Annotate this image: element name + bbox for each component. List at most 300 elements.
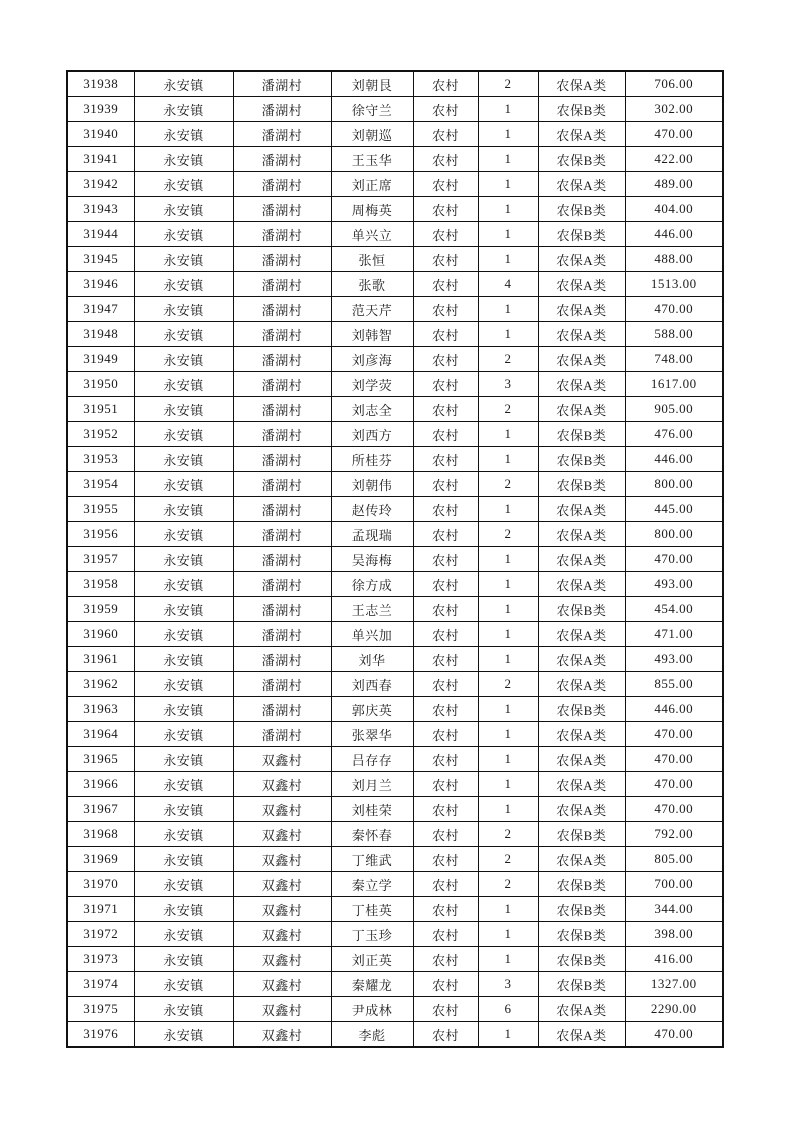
cell-village: 双鑫村 bbox=[233, 997, 331, 1022]
cell-amount: 855.00 bbox=[625, 672, 723, 697]
cell-village: 潘湖村 bbox=[233, 322, 331, 347]
cell-town: 永安镇 bbox=[134, 197, 233, 222]
cell-residence-type: 农村 bbox=[413, 672, 478, 697]
cell-town: 永安镇 bbox=[134, 997, 233, 1022]
cell-town: 永安镇 bbox=[134, 472, 233, 497]
cell-town: 永安镇 bbox=[134, 547, 233, 572]
cell-amount: 470.00 bbox=[625, 722, 723, 747]
cell-person-count: 1 bbox=[478, 497, 538, 522]
cell-village: 潘湖村 bbox=[233, 697, 331, 722]
cell-person-name: 周梅英 bbox=[331, 197, 413, 222]
cell-amount: 700.00 bbox=[625, 872, 723, 897]
table-row bbox=[67, 897, 723, 922]
cell-record-id: 31968 bbox=[67, 822, 134, 847]
cell-amount: 800.00 bbox=[625, 522, 723, 547]
cell-residence-type: 农村 bbox=[413, 422, 478, 447]
cell-person-name: 刘桂荣 bbox=[331, 797, 413, 822]
table-row bbox=[67, 497, 723, 522]
cell-village: 双鑫村 bbox=[233, 1022, 331, 1048]
cell-person-name: 丁维武 bbox=[331, 847, 413, 872]
cell-residence-type: 农村 bbox=[413, 972, 478, 997]
cell-amount: 470.00 bbox=[625, 772, 723, 797]
table-row bbox=[67, 397, 723, 422]
cell-person-count: 1 bbox=[478, 247, 538, 272]
cell-town: 永安镇 bbox=[134, 222, 233, 247]
cell-amount: 1327.00 bbox=[625, 972, 723, 997]
cell-record-id: 31959 bbox=[67, 597, 134, 622]
cell-amount: 404.00 bbox=[625, 197, 723, 222]
cell-record-id: 31941 bbox=[67, 147, 134, 172]
cell-insurance-class: 农保B类 bbox=[538, 872, 625, 897]
cell-village: 潘湖村 bbox=[233, 622, 331, 647]
cell-village: 双鑫村 bbox=[233, 847, 331, 872]
table-row bbox=[67, 297, 723, 322]
cell-town: 永安镇 bbox=[134, 797, 233, 822]
cell-record-id: 31938 bbox=[67, 71, 134, 97]
cell-person-name: 所桂芬 bbox=[331, 447, 413, 472]
table-row bbox=[67, 672, 723, 697]
cell-person-name: 刘月兰 bbox=[331, 772, 413, 797]
cell-person-name: 李彪 bbox=[331, 1022, 413, 1048]
cell-town: 永安镇 bbox=[134, 322, 233, 347]
cell-village: 潘湖村 bbox=[233, 222, 331, 247]
table-row bbox=[67, 122, 723, 147]
cell-residence-type: 农村 bbox=[413, 947, 478, 972]
table-row bbox=[67, 547, 723, 572]
cell-town: 永安镇 bbox=[134, 522, 233, 547]
cell-residence-type: 农村 bbox=[413, 597, 478, 622]
table-row bbox=[67, 372, 723, 397]
cell-record-id: 31952 bbox=[67, 422, 134, 447]
cell-insurance-class: 农保B类 bbox=[538, 972, 625, 997]
cell-town: 永安镇 bbox=[134, 247, 233, 272]
table-row bbox=[67, 71, 723, 97]
cell-amount: 2290.00 bbox=[625, 997, 723, 1022]
cell-residence-type: 农村 bbox=[413, 297, 478, 322]
cell-town: 永安镇 bbox=[134, 972, 233, 997]
cell-village: 潘湖村 bbox=[233, 522, 331, 547]
table-row bbox=[67, 597, 723, 622]
table-row bbox=[67, 97, 723, 122]
table-row bbox=[67, 222, 723, 247]
cell-insurance-class: 农保B类 bbox=[538, 97, 625, 122]
cell-residence-type: 农村 bbox=[413, 71, 478, 97]
cell-village: 潘湖村 bbox=[233, 497, 331, 522]
cell-amount: 470.00 bbox=[625, 122, 723, 147]
cell-amount: 470.00 bbox=[625, 547, 723, 572]
cell-residence-type: 农村 bbox=[413, 197, 478, 222]
cell-insurance-class: 农保A类 bbox=[538, 247, 625, 272]
cell-person-count: 6 bbox=[478, 997, 538, 1022]
table-row bbox=[67, 247, 723, 272]
table-row bbox=[67, 147, 723, 172]
cell-residence-type: 农村 bbox=[413, 222, 478, 247]
cell-person-name: 徐方成 bbox=[331, 572, 413, 597]
cell-insurance-class: 农保A类 bbox=[538, 572, 625, 597]
cell-residence-type: 农村 bbox=[413, 322, 478, 347]
cell-person-count: 1 bbox=[478, 547, 538, 572]
cell-amount: 446.00 bbox=[625, 447, 723, 472]
cell-amount: 416.00 bbox=[625, 947, 723, 972]
cell-amount: 805.00 bbox=[625, 847, 723, 872]
cell-person-count: 2 bbox=[478, 472, 538, 497]
cell-record-id: 31950 bbox=[67, 372, 134, 397]
cell-person-count: 2 bbox=[478, 847, 538, 872]
cell-town: 永安镇 bbox=[134, 347, 233, 372]
cell-person-name: 张翠华 bbox=[331, 722, 413, 747]
cell-insurance-class: 农保A类 bbox=[538, 547, 625, 572]
cell-record-id: 31967 bbox=[67, 797, 134, 822]
cell-record-id: 31970 bbox=[67, 872, 134, 897]
cell-residence-type: 农村 bbox=[413, 647, 478, 672]
cell-person-count: 4 bbox=[478, 272, 538, 297]
cell-village: 潘湖村 bbox=[233, 147, 331, 172]
cell-insurance-class: 农保A类 bbox=[538, 272, 625, 297]
cell-person-name: 刘学荧 bbox=[331, 372, 413, 397]
cell-insurance-class: 农保A类 bbox=[538, 1022, 625, 1048]
cell-person-count: 1 bbox=[478, 222, 538, 247]
cell-person-name: 吕存存 bbox=[331, 747, 413, 772]
cell-person-name: 丁桂英 bbox=[331, 897, 413, 922]
cell-record-id: 31971 bbox=[67, 897, 134, 922]
cell-residence-type: 农村 bbox=[413, 1022, 478, 1048]
cell-insurance-class: 农保A类 bbox=[538, 672, 625, 697]
cell-person-count: 1 bbox=[478, 297, 538, 322]
cell-person-count: 1 bbox=[478, 422, 538, 447]
cell-person-name: 刘西方 bbox=[331, 422, 413, 447]
cell-amount: 446.00 bbox=[625, 697, 723, 722]
cell-insurance-class: 农保A类 bbox=[538, 322, 625, 347]
cell-residence-type: 农村 bbox=[413, 147, 478, 172]
cell-insurance-class: 农保A类 bbox=[538, 997, 625, 1022]
cell-person-name: 张歌 bbox=[331, 272, 413, 297]
cell-town: 永安镇 bbox=[134, 772, 233, 797]
cell-person-name: 刘朝艮 bbox=[331, 71, 413, 97]
cell-person-count: 1 bbox=[478, 722, 538, 747]
cell-town: 永安镇 bbox=[134, 372, 233, 397]
table-row bbox=[67, 722, 723, 747]
cell-record-id: 31972 bbox=[67, 922, 134, 947]
cell-residence-type: 农村 bbox=[413, 247, 478, 272]
cell-insurance-class: 农保B类 bbox=[538, 472, 625, 497]
pension-roster-table bbox=[66, 70, 724, 1048]
cell-insurance-class: 农保A类 bbox=[538, 347, 625, 372]
table-row bbox=[67, 797, 723, 822]
cell-person-name: 丁玉珍 bbox=[331, 922, 413, 947]
cell-person-name: 徐守兰 bbox=[331, 97, 413, 122]
cell-record-id: 31975 bbox=[67, 997, 134, 1022]
cell-village: 潘湖村 bbox=[233, 197, 331, 222]
cell-person-count: 1 bbox=[478, 697, 538, 722]
cell-town: 永安镇 bbox=[134, 597, 233, 622]
cell-person-name: 范天芹 bbox=[331, 297, 413, 322]
cell-insurance-class: 农保A类 bbox=[538, 622, 625, 647]
cell-town: 永安镇 bbox=[134, 822, 233, 847]
cell-insurance-class: 农保B类 bbox=[538, 922, 625, 947]
table-row bbox=[67, 172, 723, 197]
cell-village: 潘湖村 bbox=[233, 71, 331, 97]
cell-village: 潘湖村 bbox=[233, 547, 331, 572]
cell-amount: 344.00 bbox=[625, 897, 723, 922]
cell-insurance-class: 农保B类 bbox=[538, 822, 625, 847]
cell-town: 永安镇 bbox=[134, 922, 233, 947]
cell-residence-type: 农村 bbox=[413, 922, 478, 947]
cell-person-name: 刘正英 bbox=[331, 947, 413, 972]
cell-amount: 706.00 bbox=[625, 71, 723, 97]
cell-record-id: 31966 bbox=[67, 772, 134, 797]
table-row bbox=[67, 347, 723, 372]
cell-residence-type: 农村 bbox=[413, 272, 478, 297]
cell-person-count: 1 bbox=[478, 622, 538, 647]
cell-residence-type: 农村 bbox=[413, 847, 478, 872]
cell-person-name: 王志兰 bbox=[331, 597, 413, 622]
cell-record-id: 31946 bbox=[67, 272, 134, 297]
cell-insurance-class: 农保A类 bbox=[538, 372, 625, 397]
cell-residence-type: 农村 bbox=[413, 122, 478, 147]
cell-person-name: 张恒 bbox=[331, 247, 413, 272]
cell-person-name: 刘正席 bbox=[331, 172, 413, 197]
cell-record-id: 31964 bbox=[67, 722, 134, 747]
cell-insurance-class: 农保A类 bbox=[538, 522, 625, 547]
cell-residence-type: 农村 bbox=[413, 747, 478, 772]
cell-person-name: 刘西春 bbox=[331, 672, 413, 697]
cell-person-name: 秦怀春 bbox=[331, 822, 413, 847]
cell-insurance-class: 农保A类 bbox=[538, 647, 625, 672]
cell-amount: 446.00 bbox=[625, 222, 723, 247]
cell-town: 永安镇 bbox=[134, 572, 233, 597]
cell-insurance-class: 农保B类 bbox=[538, 947, 625, 972]
cell-village: 潘湖村 bbox=[233, 272, 331, 297]
cell-insurance-class: 农保A类 bbox=[538, 397, 625, 422]
cell-residence-type: 农村 bbox=[413, 397, 478, 422]
cell-residence-type: 农村 bbox=[413, 97, 478, 122]
cell-village: 潘湖村 bbox=[233, 372, 331, 397]
cell-residence-type: 农村 bbox=[413, 372, 478, 397]
cell-record-id: 31951 bbox=[67, 397, 134, 422]
cell-residence-type: 农村 bbox=[413, 547, 478, 572]
cell-person-count: 1 bbox=[478, 97, 538, 122]
cell-residence-type: 农村 bbox=[413, 622, 478, 647]
table-row bbox=[67, 822, 723, 847]
cell-residence-type: 农村 bbox=[413, 522, 478, 547]
cell-amount: 398.00 bbox=[625, 922, 723, 947]
cell-person-name: 刘彦海 bbox=[331, 347, 413, 372]
cell-insurance-class: 农保B类 bbox=[538, 147, 625, 172]
cell-village: 潘湖村 bbox=[233, 122, 331, 147]
cell-town: 永安镇 bbox=[134, 722, 233, 747]
cell-person-name: 单兴立 bbox=[331, 222, 413, 247]
table-row bbox=[67, 472, 723, 497]
cell-insurance-class: 农保A类 bbox=[538, 747, 625, 772]
cell-amount: 800.00 bbox=[625, 472, 723, 497]
cell-residence-type: 农村 bbox=[413, 872, 478, 897]
cell-town: 永安镇 bbox=[134, 447, 233, 472]
cell-record-id: 31943 bbox=[67, 197, 134, 222]
cell-person-name: 秦耀龙 bbox=[331, 972, 413, 997]
cell-insurance-class: 农保B类 bbox=[538, 597, 625, 622]
cell-village: 潘湖村 bbox=[233, 297, 331, 322]
cell-town: 永安镇 bbox=[134, 147, 233, 172]
cell-village: 双鑫村 bbox=[233, 972, 331, 997]
cell-amount: 493.00 bbox=[625, 647, 723, 672]
cell-residence-type: 农村 bbox=[413, 472, 478, 497]
cell-person-count: 2 bbox=[478, 397, 538, 422]
cell-person-count: 3 bbox=[478, 372, 538, 397]
cell-record-id: 31958 bbox=[67, 572, 134, 597]
cell-town: 永安镇 bbox=[134, 497, 233, 522]
cell-village: 潘湖村 bbox=[233, 172, 331, 197]
cell-insurance-class: 农保A类 bbox=[538, 772, 625, 797]
cell-person-count: 1 bbox=[478, 172, 538, 197]
cell-town: 永安镇 bbox=[134, 622, 233, 647]
cell-person-name: 吴海梅 bbox=[331, 547, 413, 572]
cell-town: 永安镇 bbox=[134, 71, 233, 97]
cell-record-id: 31945 bbox=[67, 247, 134, 272]
cell-village: 潘湖村 bbox=[233, 647, 331, 672]
cell-person-count: 1 bbox=[478, 897, 538, 922]
cell-residence-type: 农村 bbox=[413, 897, 478, 922]
cell-residence-type: 农村 bbox=[413, 772, 478, 797]
table-row bbox=[67, 622, 723, 647]
cell-person-name: 刘志全 bbox=[331, 397, 413, 422]
cell-amount: 1513.00 bbox=[625, 272, 723, 297]
cell-insurance-class: 农保B类 bbox=[538, 447, 625, 472]
cell-village: 双鑫村 bbox=[233, 772, 331, 797]
cell-amount: 302.00 bbox=[625, 97, 723, 122]
cell-record-id: 31969 bbox=[67, 847, 134, 872]
cell-person-count: 1 bbox=[478, 747, 538, 772]
cell-town: 永安镇 bbox=[134, 272, 233, 297]
cell-town: 永安镇 bbox=[134, 297, 233, 322]
cell-record-id: 31949 bbox=[67, 347, 134, 372]
cell-person-name: 单兴加 bbox=[331, 622, 413, 647]
cell-person-count: 1 bbox=[478, 772, 538, 797]
cell-residence-type: 农村 bbox=[413, 722, 478, 747]
cell-residence-type: 农村 bbox=[413, 447, 478, 472]
cell-residence-type: 农村 bbox=[413, 572, 478, 597]
cell-village: 潘湖村 bbox=[233, 397, 331, 422]
table-row bbox=[67, 772, 723, 797]
cell-record-id: 31948 bbox=[67, 322, 134, 347]
cell-village: 潘湖村 bbox=[233, 97, 331, 122]
cell-amount: 588.00 bbox=[625, 322, 723, 347]
cell-residence-type: 农村 bbox=[413, 497, 478, 522]
cell-record-id: 31961 bbox=[67, 647, 134, 672]
cell-record-id: 31947 bbox=[67, 297, 134, 322]
cell-residence-type: 农村 bbox=[413, 997, 478, 1022]
cell-village: 潘湖村 bbox=[233, 447, 331, 472]
cell-person-count: 2 bbox=[478, 822, 538, 847]
cell-person-count: 1 bbox=[478, 447, 538, 472]
cell-record-id: 31953 bbox=[67, 447, 134, 472]
cell-insurance-class: 农保B类 bbox=[538, 197, 625, 222]
cell-person-name: 刘朝伟 bbox=[331, 472, 413, 497]
cell-person-count: 1 bbox=[478, 322, 538, 347]
cell-person-name: 孟现瑞 bbox=[331, 522, 413, 547]
cell-village: 潘湖村 bbox=[233, 672, 331, 697]
table-row bbox=[67, 572, 723, 597]
cell-village: 潘湖村 bbox=[233, 572, 331, 597]
cell-record-id: 31963 bbox=[67, 697, 134, 722]
cell-person-count: 1 bbox=[478, 647, 538, 672]
cell-person-count: 1 bbox=[478, 122, 538, 147]
cell-person-name: 王玉华 bbox=[331, 147, 413, 172]
cell-village: 双鑫村 bbox=[233, 947, 331, 972]
cell-person-name: 刘朝巡 bbox=[331, 122, 413, 147]
cell-insurance-class: 农保A类 bbox=[538, 297, 625, 322]
cell-person-name: 尹成林 bbox=[331, 997, 413, 1022]
cell-insurance-class: 农保A类 bbox=[538, 71, 625, 97]
cell-record-id: 31939 bbox=[67, 97, 134, 122]
cell-amount: 1617.00 bbox=[625, 372, 723, 397]
table-row bbox=[67, 1022, 723, 1048]
cell-residence-type: 农村 bbox=[413, 172, 478, 197]
cell-village: 双鑫村 bbox=[233, 872, 331, 897]
cell-residence-type: 农村 bbox=[413, 822, 478, 847]
cell-person-count: 1 bbox=[478, 597, 538, 622]
cell-village: 双鑫村 bbox=[233, 747, 331, 772]
cell-insurance-class: 农保A类 bbox=[538, 722, 625, 747]
cell-record-id: 31956 bbox=[67, 522, 134, 547]
cell-insurance-class: 农保B类 bbox=[538, 222, 625, 247]
cell-amount: 470.00 bbox=[625, 1022, 723, 1048]
cell-insurance-class: 农保B类 bbox=[538, 697, 625, 722]
cell-person-name: 郭庆英 bbox=[331, 697, 413, 722]
cell-person-count: 1 bbox=[478, 147, 538, 172]
table-row bbox=[67, 972, 723, 997]
cell-amount: 471.00 bbox=[625, 622, 723, 647]
cell-insurance-class: 农保A类 bbox=[538, 122, 625, 147]
cell-town: 永安镇 bbox=[134, 672, 233, 697]
table-body bbox=[67, 71, 723, 1047]
cell-insurance-class: 农保B类 bbox=[538, 422, 625, 447]
table-row bbox=[67, 947, 723, 972]
cell-town: 永安镇 bbox=[134, 422, 233, 447]
cell-person-count: 2 bbox=[478, 347, 538, 372]
cell-town: 永安镇 bbox=[134, 872, 233, 897]
table-row bbox=[67, 922, 723, 947]
cell-amount: 493.00 bbox=[625, 572, 723, 597]
table-row bbox=[67, 997, 723, 1022]
cell-person-count: 2 bbox=[478, 522, 538, 547]
cell-town: 永安镇 bbox=[134, 122, 233, 147]
cell-town: 永安镇 bbox=[134, 397, 233, 422]
cell-amount: 905.00 bbox=[625, 397, 723, 422]
cell-person-count: 2 bbox=[478, 672, 538, 697]
cell-village: 潘湖村 bbox=[233, 422, 331, 447]
cell-record-id: 31944 bbox=[67, 222, 134, 247]
cell-amount: 488.00 bbox=[625, 247, 723, 272]
cell-person-name: 秦立学 bbox=[331, 872, 413, 897]
cell-village: 双鑫村 bbox=[233, 922, 331, 947]
cell-record-id: 31957 bbox=[67, 547, 134, 572]
cell-village: 潘湖村 bbox=[233, 722, 331, 747]
cell-village: 潘湖村 bbox=[233, 597, 331, 622]
cell-record-id: 31940 bbox=[67, 122, 134, 147]
cell-person-count: 1 bbox=[478, 797, 538, 822]
cell-town: 永安镇 bbox=[134, 847, 233, 872]
cell-amount: 470.00 bbox=[625, 297, 723, 322]
cell-insurance-class: 农保B类 bbox=[538, 897, 625, 922]
cell-person-count: 1 bbox=[478, 922, 538, 947]
cell-amount: 489.00 bbox=[625, 172, 723, 197]
cell-insurance-class: 农保A类 bbox=[538, 172, 625, 197]
cell-town: 永安镇 bbox=[134, 897, 233, 922]
cell-residence-type: 农村 bbox=[413, 697, 478, 722]
cell-amount: 445.00 bbox=[625, 497, 723, 522]
cell-person-count: 1 bbox=[478, 947, 538, 972]
cell-record-id: 31974 bbox=[67, 972, 134, 997]
